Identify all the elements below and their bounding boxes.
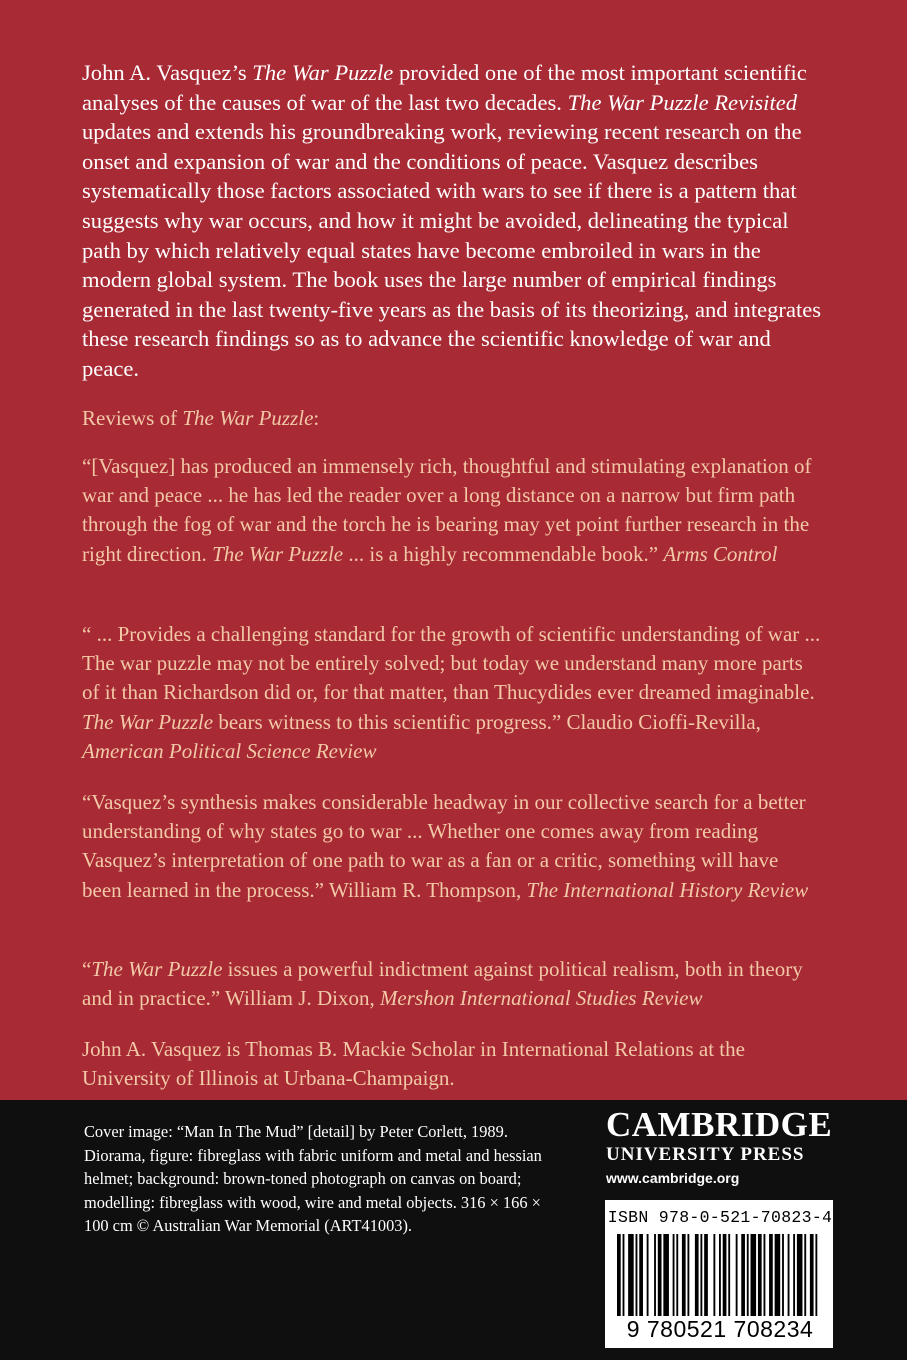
- publisher-logo: [606, 1106, 834, 1188]
- barcode-bar: [704, 1234, 708, 1316]
- review-text: “Vasquez’s synthesis makes considerable headway in our collective search for a better understanding of why states go to war ... Whether one comes away from reading Vasquez’s interpretation of one path to war as a fan or a critic, something will have been learned in the process.” William R. Thompson,: [82, 790, 806, 902]
- review-text: “ ... Provides a challenging standard for the growth of scientific understanding of war ... The war puzzle may not be entirely solved; but today we understand many more parts of it than Richardson did or, for that matter, than Thucydides ever dreamed imaginable.: [82, 622, 821, 705]
- barcode-bar: [617, 1234, 621, 1316]
- reviews-heading-suffix: :: [313, 406, 320, 430]
- reviews-heading: [82, 404, 822, 433]
- barcode-bar: [700, 1234, 702, 1316]
- review-source: American Political Science Review: [82, 738, 377, 763]
- publisher-subname: UNIVERSITY PRESS: [606, 1144, 805, 1165]
- barcode-bar: [636, 1234, 638, 1316]
- barcode-bar: [810, 1234, 814, 1316]
- review-apsr: [82, 620, 822, 766]
- review-ihr: [82, 788, 822, 905]
- reviews-heading-prefix: Reviews of: [82, 406, 183, 430]
- barcode-bar: [736, 1234, 738, 1316]
- book-description: [82, 58, 822, 384]
- barcode-bar: [775, 1234, 781, 1316]
- author-bio: John A. Vasquez is Thomas B. Mackie Scholar in International Relations at the University of Illinois at Urbana-Champaign.: [82, 1037, 745, 1091]
- barcode-bar: [658, 1234, 662, 1316]
- barcode-bar: [654, 1234, 656, 1316]
- barcode-bar: [719, 1234, 721, 1316]
- barcode-bar: [673, 1234, 675, 1316]
- barcode-bar: [747, 1234, 749, 1316]
- barcode-bar: [751, 1234, 757, 1316]
- barcode-bar: [769, 1234, 773, 1316]
- barcode-bar: [695, 1234, 699, 1316]
- barcode-bar: [628, 1234, 634, 1316]
- barcode-bar: [741, 1234, 745, 1316]
- barcode-bar: [793, 1234, 795, 1316]
- barcode-bars: [617, 1234, 821, 1316]
- review-book-title: The War Puzzle: [212, 541, 344, 566]
- reviews-heading-title: The War Puzzle: [182, 406, 314, 430]
- review-text: ... is a highly recommendable book.”: [343, 541, 664, 566]
- review-arms-control: [82, 452, 822, 569]
- barcode-bar: [782, 1234, 784, 1316]
- barcode-bar: [713, 1234, 715, 1316]
- blurb-title-1: The War Puzzle: [252, 60, 394, 85]
- review-book-title: The War Puzzle: [91, 957, 223, 981]
- barcode-bar: [676, 1234, 678, 1316]
- barcode-bar: [728, 1234, 730, 1316]
- review-book-title: The War Puzzle: [82, 709, 214, 734]
- review-source: Arms Control: [663, 541, 778, 566]
- publisher-name: CAMBRIDGE: [606, 1105, 833, 1144]
- barcode-bar: [797, 1234, 803, 1316]
- barcode-bar: [788, 1234, 790, 1316]
- isbn-text: ISBN 978-0-521-70823-4: [607, 1208, 833, 1227]
- barcode-bar: [815, 1234, 817, 1316]
- review-text: “: [82, 957, 92, 981]
- barcode-bar: [639, 1234, 643, 1316]
- review-text: bears witness to this scientific progress.” Claudio Cioffi-Revilla,: [213, 709, 761, 734]
- review-text: issues a powerful indictment against political realism, both in theory and in practice.” William J. Dixon,: [82, 957, 803, 1011]
- barcode-bar: [623, 1234, 625, 1316]
- barcode-bar: [804, 1234, 806, 1316]
- barcode-bar: [647, 1234, 649, 1316]
- barcode-number: 9 780521 708234: [626, 1316, 814, 1342]
- review-text: “[Vasquez] has produced an immensely rich, thoughtful and stimulating explanation of war and peace ... he has led the reader over a long distance on a narrow but firm path through the fog of war and the torch he is bearing may yet point further research in the right direction.: [82, 454, 812, 566]
- barcode-bar: [663, 1234, 669, 1316]
- blurb-text-2: provided one of the most important scientific analyses of the causes of war of the last two decades.: [82, 60, 807, 115]
- review-source: The International History Review: [526, 877, 809, 902]
- barcode-bar: [758, 1234, 762, 1316]
- barcode-bar: [723, 1234, 727, 1316]
- barcode-bar: [682, 1234, 686, 1316]
- barcode-bar: [687, 1234, 689, 1316]
- barcode-bar: [764, 1234, 766, 1316]
- review-mershon: [82, 955, 822, 1013]
- review-source: Mershon International Studies Review: [379, 986, 703, 1011]
- blurb-text-1: John A. Vasquez’s: [82, 60, 253, 85]
- blurb-title-2: The War Puzzle Revisited: [567, 89, 798, 115]
- blurb-text-3: updates and extends his groundbreaking work, reviewing recent research on the onset and expansion of war and the conditions of peace. Vasquez describes systematically those factors associated with wars to see if there is a pattern that suggests why war occurs, and how it might be avoided, delineating the typical path by which relatively equal states have become embroiled in wars in the modern global system. The book uses the large number of empirical findings generated in the last twenty-five years as the basis of its theorizing, and integrates these research findings so as to advance the scientific knowledge of war and peace.: [82, 119, 822, 381]
- publisher-url: www.cambridge.org: [606, 1170, 740, 1186]
- cover-image-credit: Cover image: “Man In The Mud” [detail] by Peter Corlett, 1989. Diorama, figure: fibreglass with fabric uniform and metal and hessian helmet; background: brown-toned photograph on canvas on board; modelling: fibreglass with wood, wire and metal objects. 316 × 166 × 100 cm © Australian War Memorial (ART41003).: [84, 1122, 542, 1236]
